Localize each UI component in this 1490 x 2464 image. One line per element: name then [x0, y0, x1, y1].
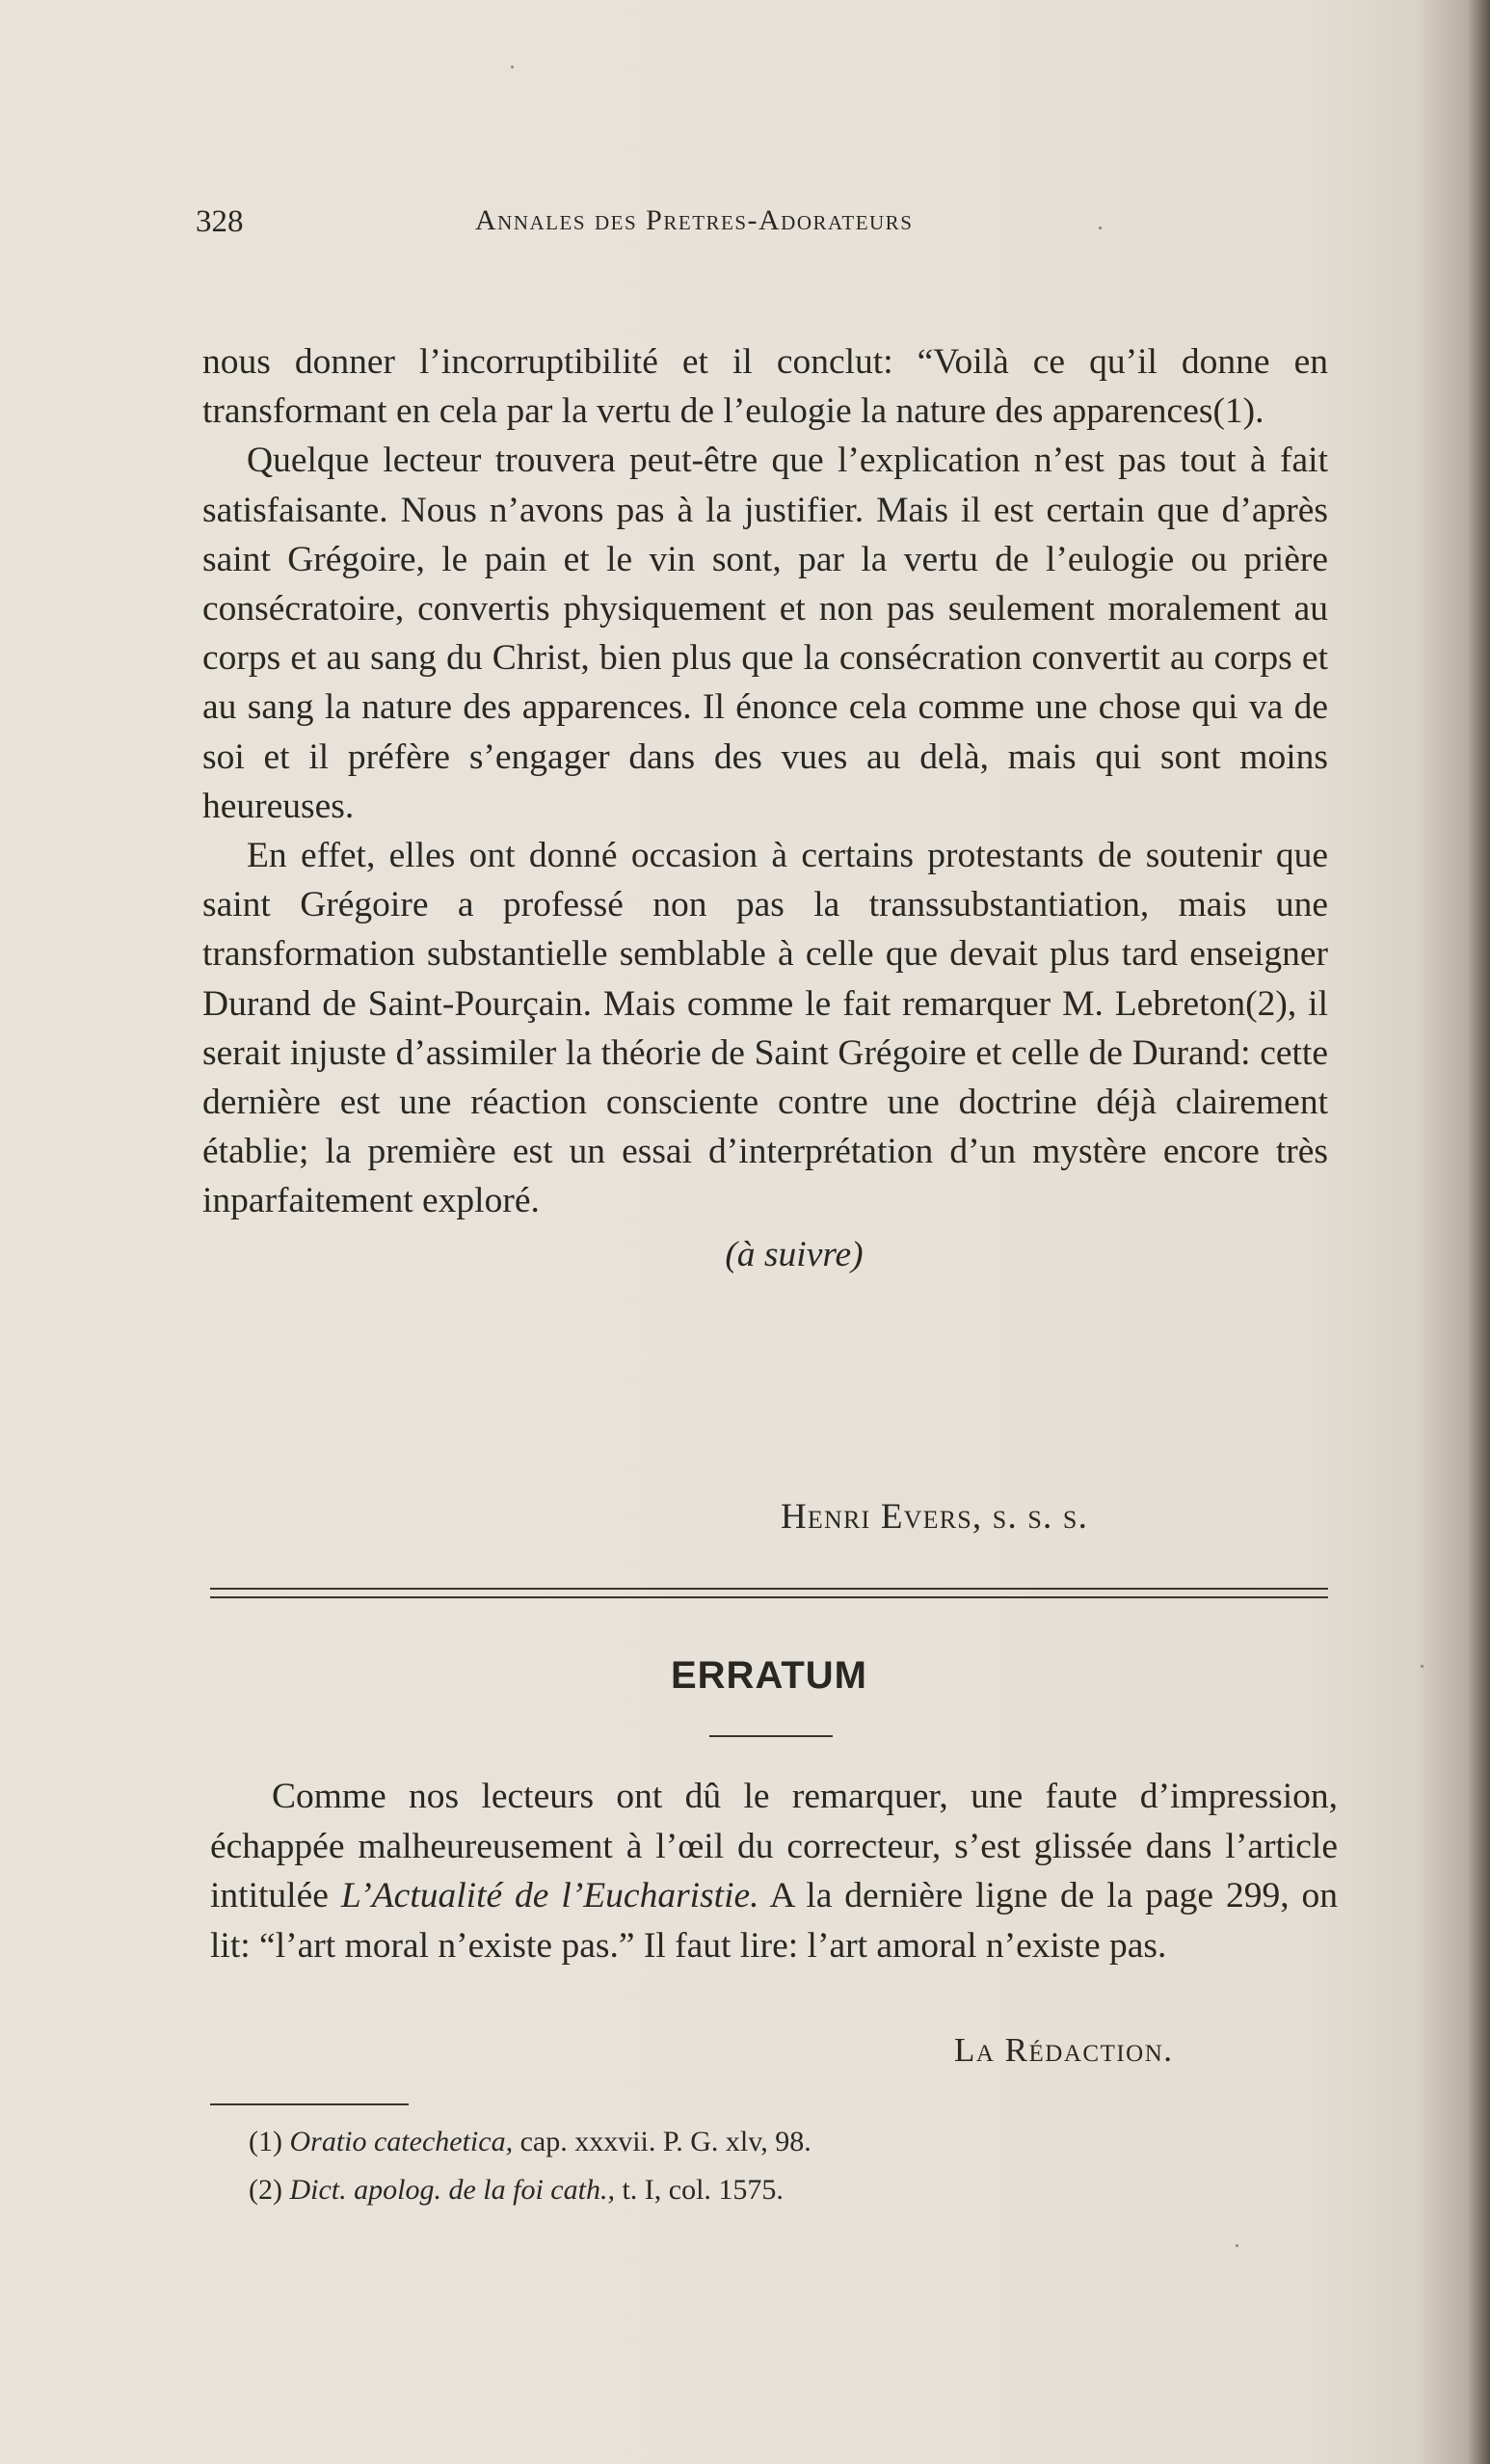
page-header	[196, 204, 1121, 253]
running-title: Annales des Pretres-Adorateurs	[475, 204, 914, 236]
footnote-title: Dict. apolog. de la foi cath.,	[289, 2174, 615, 2206]
footnote-title: Oratio catechetica,	[289, 2126, 514, 2157]
erratum-text-after: A la dernière ligne de la page 299, on lit: “l’art moral n’existe pas.” Il faut lire: l’art amoral n’existe pas.	[210, 1876, 1339, 1966]
erratum-paragraph	[210, 1772, 1338, 1970]
erratum-title: ERRATUM	[670, 1654, 867, 1697]
footnote-marker: (1)	[249, 2126, 282, 2157]
section-divider-top	[210, 1588, 1328, 1590]
section-divider-bottom	[210, 1596, 1328, 1598]
paper-speck	[511, 66, 514, 68]
paper-speck	[1236, 2244, 1238, 2247]
page-number: 328	[196, 204, 244, 239]
erratum-signature: La Rédaction.	[954, 2031, 1174, 2069]
paper-speck	[1421, 1665, 1423, 1668]
continued-note: (à suivre)	[725, 1234, 864, 1274]
erratum-body	[210, 1772, 1338, 1970]
footnote-rule	[210, 2103, 409, 2105]
footnote-2	[249, 2166, 1212, 2214]
paragraph-3: En effet, elles ont donné occasion à certains protestants de soutenir que saint Grégoire a professé non pas la transsubstantiation, mais une transformation substantielle semblable à celle que devait plus tard enseigner Durand de Saint-Pourçain. Mais comme le fait remarquer M. Lebreton(2), il serait injuste d’assimiler la théorie de Saint Grégoire et celle de Durand: cette dernière est une réaction consciente contre une doctrine déjà clairement établie; la première est un essai d’interprétation d’un mystère encore très inparfaitement exploré.	[202, 836, 1328, 1221]
erratum-article-title: L’Actualité de l’Eucharistie.	[340, 1876, 759, 1915]
footnote-marker: (2)	[249, 2174, 282, 2206]
article-body	[202, 337, 1328, 1279]
footnote-reference: t. I, col. 1575.	[614, 2174, 784, 2206]
footnote-1	[249, 2118, 1212, 2166]
author-signature: Henri Evers, s. s. s.	[781, 1497, 1089, 1537]
paragraph-2: Quelque lecteur trouvera peut-être que l’explication n’est pas tout à fait satisfaisante. Nous n’avons pas à la justifier. Mais il est certain que d’après saint Grégoire, le pain et le vin sont, par la vertu de l’eulogie ou prière consécratoire, convertis physiquement et non pas seulement moralement au corps et au sang du Christ, bien plus que la consécration convertit au corps et au sang la nature des apparences. Il énonce cela comme une chose qui va de soi et il préfère s’engager dans des vues au delà, mais qui sont moins heureuses.	[202, 441, 1328, 826]
paragraph-1: nous donner l’incorruptibilité et il conclut: “Voilà ce qu’il donne en transformant en cela par la vertu de l’eulogie la nature des apparences(1).	[202, 342, 1328, 432]
footnote-reference: cap. xxxvii. P. G. xlv, 98.	[513, 2126, 812, 2157]
footnotes	[249, 2118, 1212, 2214]
erratum-text-before: Comme nos lecteurs ont dû le remarquer, une faute d’impression, échappée malheureusement à l’œil du correcteur, s’est glissée dans l’article intitulée	[210, 1777, 1338, 1915]
paper-speck	[1099, 227, 1102, 229]
erratum-title-rule	[709, 1735, 833, 1737]
